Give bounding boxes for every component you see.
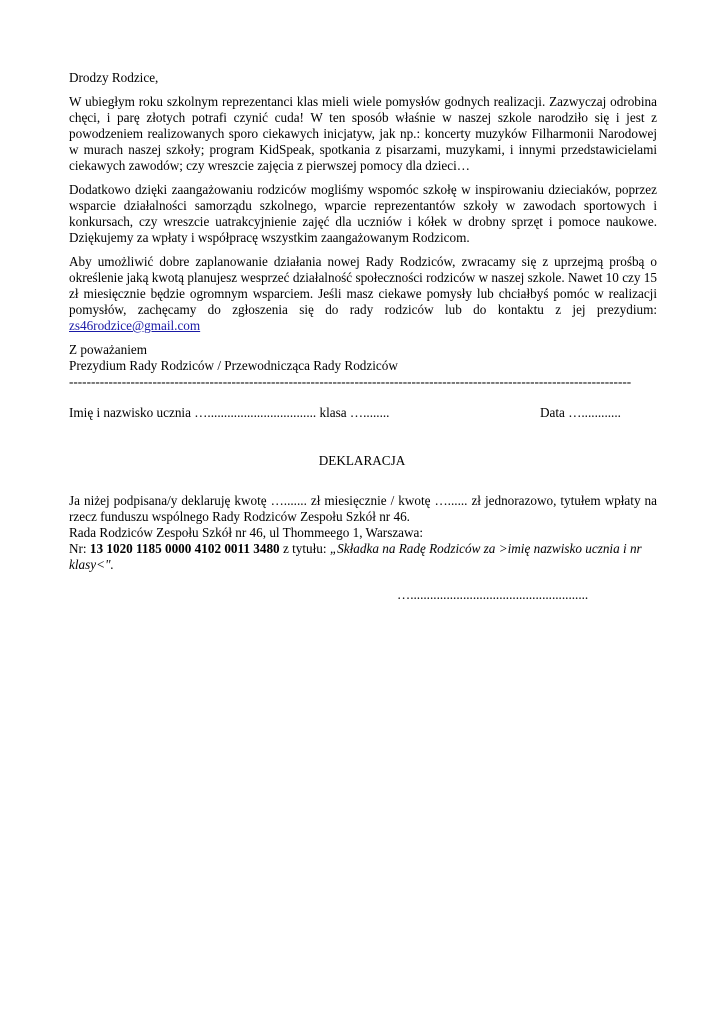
declaration-body bbox=[69, 493, 657, 573]
date-field[interactable]: Data …............ bbox=[540, 405, 621, 420]
email-link[interactable]: zs46rodzice@gmail.com bbox=[69, 318, 201, 333]
transfer-title: „Składka na Radę Rodziców za >imię nazwisko ucznia i nr klasy<". bbox=[69, 541, 642, 572]
request-text: Aby umożliwić dobre zaplanowanie działania nowej Rady Rodziców, zwracamy się z uprzejmą prośbą o określenie jaką kwotą planujesz wesprzeć działalność społeczności rodziców w naszej szkole. Nawet 10 czy 15 zł miesięcznie będzie ogromnym wsparciem. Jeśli masz ciekawe pomysły lub chciałbyś pomóc w realizacji pomysłów, zachęcamy do zgłoszenia się do rady rodziców lub do kontaktu z jej prezydium: bbox=[69, 254, 657, 317]
paragraph-achievements: W ubiegłym roku szkolnym reprezentanci klas mieli wiele pomysłów godnych realizacji. Zazwyczaj odrobina chęci, i parę złotych potrafi czynić cuda! W ten sposób właśnie w naszej szkole narodziło się i jest z powodzeniem realizowanych sporo ciekawych inicjatyw, jak np.: koncerty muzyków Filharmonii Narodowej w murach naszej szkoły; program KidSpeak, spotkania z pisarzami, muzykami, i innymi przedstawicielami ciekawych zawodów; czy wreszcie zajęcia z pierwszej pomocy dla dzieci… bbox=[69, 94, 657, 173]
student-name-class-field[interactable]: Imię i nazwisko ucznia …................................. klasa …........ bbox=[69, 405, 390, 420]
signature-text: Prezydium Rady Rodziców / Przewodnicząca Rady Rodziców bbox=[69, 358, 398, 373]
declaration-account-line bbox=[69, 541, 657, 573]
greeting: Drodzy Rodzice, bbox=[69, 70, 159, 85]
declaration-address-line: Rada Rodziców Zespołu Szkół nr 46, ul Thommeego 1, Warszawa: bbox=[69, 525, 424, 540]
signature-line[interactable]: …...................................................... bbox=[397, 587, 589, 602]
declaration-title: DEKLARACJA bbox=[318, 453, 406, 468]
letter bbox=[69, 70, 657, 390]
account-prefix: Nr: bbox=[69, 541, 90, 556]
transfer-title-prefix: z tytułu: bbox=[279, 541, 330, 556]
form-fields-row bbox=[69, 405, 661, 421]
declaration-amount-line: Ja niżej podpisana/y deklaruję kwotę …....... zł miesięcznie / kwotę …...... zł jednorazowo, tytułem wpłaty na rzecz funduszu wspólnego Rady Rodziców Zespołu Szkół nr 46. bbox=[69, 493, 657, 524]
account-number: 13 1020 1185 0000 4102 0011 3480 bbox=[89, 541, 280, 556]
paragraph-request bbox=[69, 254, 657, 334]
cut-line: -------------------------------------------------------------------------------------------------------------------------------- bbox=[69, 374, 632, 389]
paragraph-support: Dodatkowo dzięki zaangażowaniu rodziców mogliśmy wspomóc szkołę w inspirowaniu dzieciaków, poprzez wsparcie działalności samorządu szkolnego, wparcie reprezentantów szkoły w zawodach sportowych i konkursach, czy wreszcie uatrakcyjnienie zajęć dla uczniów i kółek w drobny sprzęt i pomoce naukowe. Dziękujemy za wpłaty i współpracę wszystkim zaangażowanym Rodzicom. bbox=[69, 182, 657, 245]
closing: Z poważaniem bbox=[69, 342, 147, 357]
